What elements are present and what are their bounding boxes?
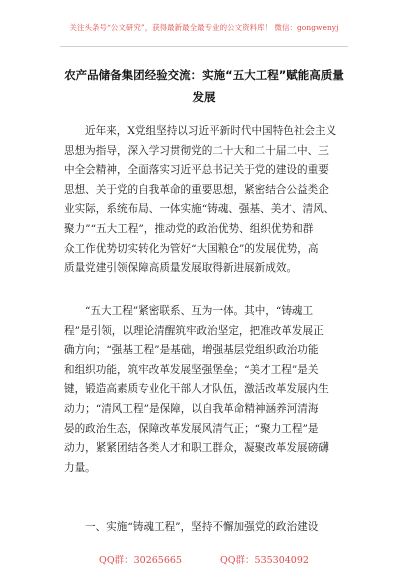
section-heading-1 [64, 518, 346, 538]
paragraph-line: 确方向；“强基工程”是基础，增强基层党组织政治功能 [64, 344, 319, 357]
paragraph-intro [64, 122, 346, 279]
paragraph-line: 思想、关于党的自我革命的重要思想，紧密结合公益类企 [64, 183, 329, 196]
footer-qq-group-1: QQ群：30265665 [99, 555, 182, 566]
paragraph-line: 思想为指导，深入学习贯彻党的二十大和二十届二中、三 [64, 144, 329, 157]
section-heading-text: 一、实施“铸魂工程”，坚持不懈加强党的政治建设 [85, 521, 319, 533]
paragraph-line: 近年来，X党组坚持以习近平新时代中国特色社会主义 [85, 125, 337, 137]
paragraph-line: “五大工程”紧密联系、互为一体。其中，“铸魂工 [85, 305, 314, 317]
paragraph-line: 中全会精神，全面落实习近平总书记关于党的建设的重要 [64, 164, 329, 177]
paragraph-line: 业实际，系统布局、一体实施“铸魂、强基、美才、清风、 [64, 203, 335, 216]
footer-qq-group-2: QQ群：535304092 [219, 555, 309, 566]
paragraph-line: 质量党建引领保障高质量发展取得新进展新成效。 [64, 262, 298, 275]
paragraph-line: 动力；“清风工程”是保障，以自我革命精神涵养河清海 [64, 402, 319, 415]
paragraph-line: 键，锻造高素质专业化干部人才队伍，激活改革发展内生 [64, 383, 329, 396]
paragraph-line: 动力，紧紧团结各类人才和职工群众，凝聚改革发展磅礴 [64, 442, 329, 455]
paragraph-line: 晏的政治生态，保障改革发展风清气正；“聚力工程”是 [64, 422, 319, 435]
paragraph-five-projects [64, 302, 346, 478]
title-line-1: 农产品储备集团经验交流：实施“五大工程”赋能高质量 [64, 68, 344, 82]
header-banner: 关注头条号“公文研究”，获得最新最全最专业的公文资料库！ 微信：gongwenyj [69, 23, 339, 32]
footer-contacts [0, 552, 408, 566]
paragraph-line: 力量。 [64, 461, 96, 474]
document-title [64, 64, 344, 108]
paragraph-line: 众工作优势切实转化为管好“大国粮仓”的发展优势，高 [64, 242, 319, 255]
title-line-2: 发展 [192, 90, 216, 104]
header-divider [60, 46, 348, 47]
paragraph-line: 聚力”“五大工程”，推动党的政治优势、组织优势和群 [64, 222, 314, 235]
paragraph-line: 和组织功能，筑牢改革发展坚强堡垒；“美才工程”是关 [64, 363, 319, 376]
paragraph-line: 程”是引领，以理论清醒筑牢政治坚定，把准改革发展正 [64, 324, 324, 337]
